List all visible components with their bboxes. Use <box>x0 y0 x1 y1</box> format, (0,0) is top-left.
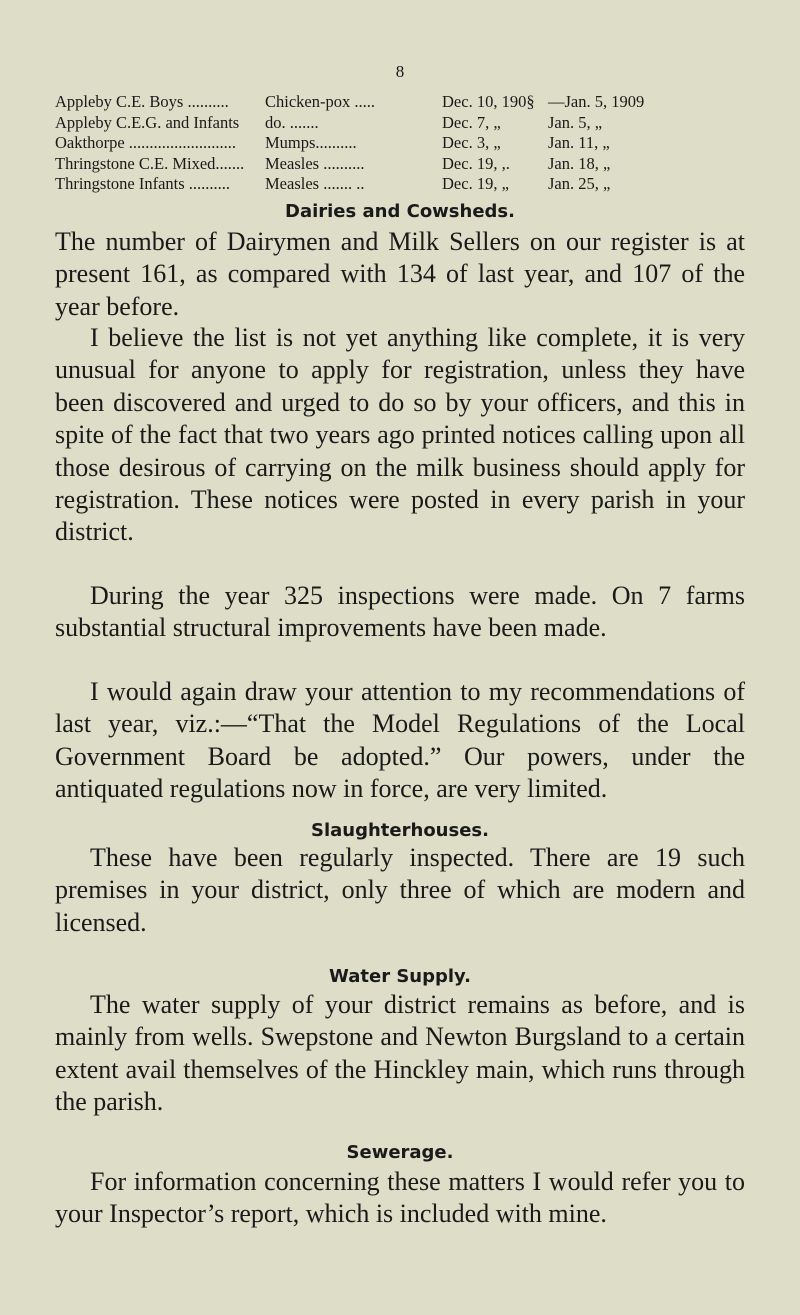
disease: do. ....... <box>265 112 319 132</box>
paragraph-dairies-count: The number of Dairymen and Milk Sellers on our register is at present 161, as compared with 134 of last year, and 107 of the year before. <box>55 227 745 321</box>
school-name: Thringstone Infants .......... <box>55 174 231 193</box>
school-name: Appleby C.E.G. and Infants <box>55 112 240 132</box>
paragraph-dairies-inspections: During the year 325 inspections were made. On 7 farms substantial structural improvements have been made. <box>55 581 745 643</box>
closed-from: Dec. 3, „ <box>442 133 501 152</box>
closed-to: —Jan. 5, 1909 <box>548 92 645 111</box>
paragraph-water-supply: The water supply of your district remains as before, and is mainly from wells. Swepstone and Newton Burgsland to a certain extent avail themselves of the Hinckley main, which runs through the parish. <box>55 990 745 1117</box>
paragraph-dairies-registration: I believe the list is not yet anything like complete, it is very unusual for anyone to apply for registration, unless they have been discovered and urged to do so by your officers, and this in spite of the fact that two years ago printed notices calling upon all those desirous of carrying on the milk business should apply for registration. These notices were posted in every parish in your district. <box>55 323 745 547</box>
section-heading-water-supply: Water Supply. <box>329 966 471 987</box>
closed-to: Jan. 25, „ <box>548 174 611 193</box>
disease: Chicken-pox ..... <box>265 92 375 111</box>
closed-from: Dec. 19, ,. <box>442 153 510 173</box>
paragraph-sewerage: For information concerning these matters I would refer you to your Inspector’s report, which is included with mine. <box>55 1167 745 1229</box>
page-number: 8 <box>395 62 405 81</box>
closed-from: Dec. 10, 190§ <box>442 92 535 111</box>
section-heading-dairies: Dairies and Cowsheds. <box>285 201 515 222</box>
disease: Mumps.......... <box>265 133 357 152</box>
closed-to: Jan. 5, „ <box>548 112 603 132</box>
closed-from: Dec. 19, „ <box>442 174 509 193</box>
disease: Measles ....... .. <box>265 174 365 193</box>
disease: Measles .......... <box>265 153 365 173</box>
section-heading-slaughterhouses: Slaughterhouses. <box>311 820 489 841</box>
school-name: Appleby C.E. Boys .......... <box>55 92 229 111</box>
closed-to: Jan. 11, „ <box>548 133 610 152</box>
section-heading-sewerage: Sewerage. <box>346 1142 454 1163</box>
paragraph-dairies-regulations: I would again draw your attention to my recommendations of last year, viz.:—“That the Model Regulations of the Local Government Board be adopted.” Our powers, under the antiquated regulations now in force, are very limited. <box>55 677 745 804</box>
closed-to: Jan. 18, „ <box>548 153 611 173</box>
school-name: Thringstone C.E. Mixed....... <box>55 153 245 173</box>
closed-from: Dec. 7, „ <box>442 112 501 132</box>
school-name: Oakthorpe .......................... <box>55 133 237 152</box>
paragraph-slaughterhouses: These have been regularly inspected. There are 19 such premises in your district, only three of which are modern and licensed. <box>55 843 745 937</box>
